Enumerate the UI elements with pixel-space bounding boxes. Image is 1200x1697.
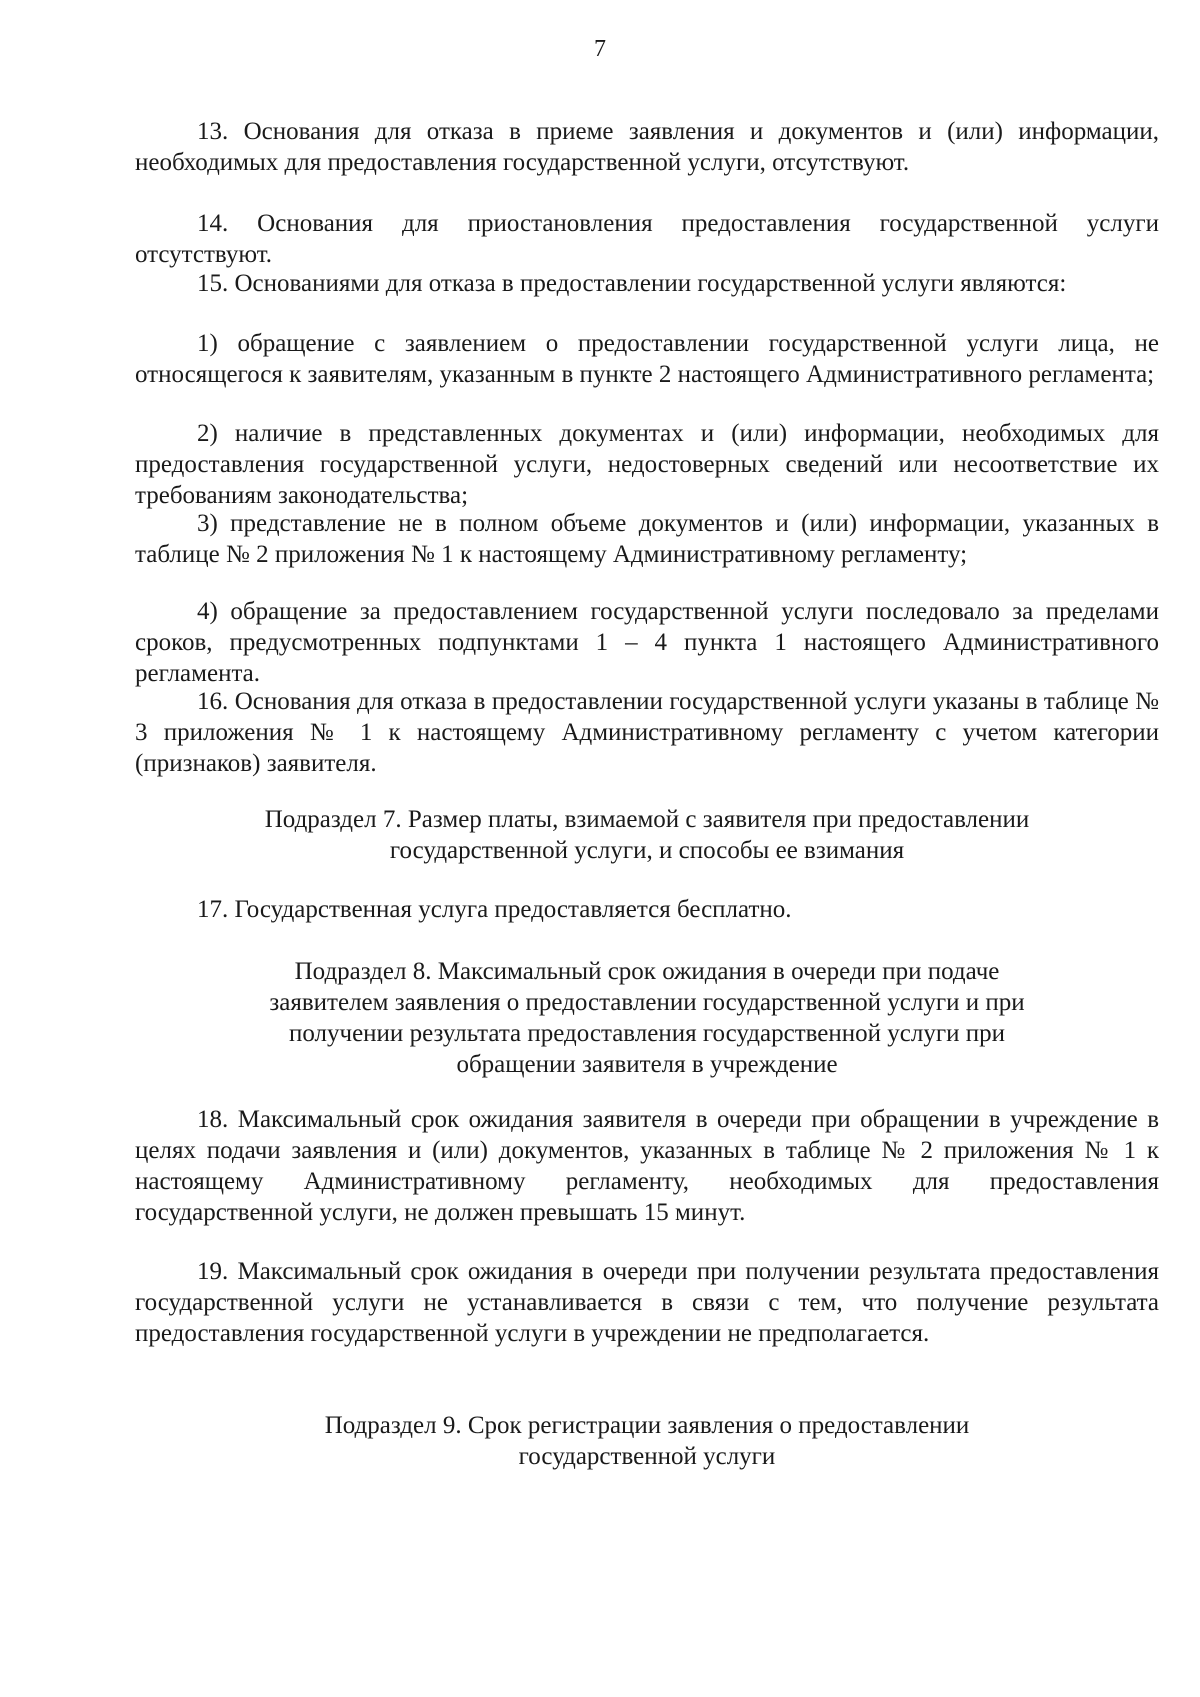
page-number: 7 — [594, 36, 606, 62]
paragraph-14: 14. Основания для приостановления предоставления государственной услуги отсутствуют. — [135, 210, 1159, 268]
paragraph-18: 18. Максимальный срок ожидания заявителя в очереди при обращении в учреждение в целях подачи заявления и (или) документов, указанных в таблице № 2 приложения № 1 к настоящему Административному регламенту, необходимых для предоставления государственной услуги, не должен превышать 15 минут. — [135, 1106, 1159, 1226]
subsection-7-heading-line: государственной услуги, и способы ее взимания — [389, 837, 905, 864]
subsection-8-heading-line: обращении заявителя в учреждение — [456, 1051, 838, 1078]
subsection-8-heading-line: получении результата предоставления государственной услуги при — [288, 1020, 1005, 1047]
subsection-9-heading — [135, 1410, 1159, 1472]
paragraph-16: 16. Основания для отказа в предоставлении государственной услуги указаны в таблице № 3 приложения № 1 к настоящему Административному регламенту с учетом категории (признаков) заявителя. — [135, 688, 1159, 777]
paragraph-17: 17. Государственная услуга предоставляется бесплатно. — [197, 896, 792, 923]
paragraph-15-item-3: 3) представление не в полном объеме документов и (или) информации, указанных в таблице № 2 приложения № 1 к настоящему Административному регламенту; — [135, 510, 1159, 568]
paragraph-15-item-4: 4) обращение за предоставлением государственной услуги последовало за пределами сроков, предусмотренных подпунктами 1 – 4 пункта 1 настоящего Административного регламента. — [135, 598, 1159, 687]
subsection-8-heading — [135, 956, 1159, 1080]
paragraph-15: 15. Основаниями для отказа в предоставлении государственной услуги являются: — [197, 270, 1067, 297]
paragraph-15-item-1: 1) обращение с заявлением о предоставлении государственной услуги лица, не относящегося к заявителям, указанным в пункте 2 настоящего Административного регламента; — [135, 330, 1159, 388]
paragraph-19: 19. Максимальный срок ожидания в очереди при получении результата предоставления государственной услуги не устанавливается в связи с тем, что получение результата предоставления государственной услуги в учреждении не предполагается. — [135, 1258, 1159, 1347]
paragraph-15-item-2: 2) наличие в представленных документах и (или) информации, необходимых для предоставления государственной услуги, недостоверных сведений или несоответствие их требованиям законодательства; — [135, 420, 1159, 509]
subsection-9-heading-line: государственной услуги — [518, 1443, 776, 1470]
subsection-9-heading-line: Подраздел 9. Срок регистрации заявления о предоставлении — [324, 1412, 970, 1439]
subsection-7-heading-line: Подраздел 7. Размер платы, взимаемой с заявителя при предоставлении — [264, 806, 1030, 833]
paragraph-13: 13. Основания для отказа в приеме заявления и документов и (или) информации, необходимых для предоставления государственной услуги, отсутствуют. — [135, 118, 1159, 176]
subsection-7-heading — [135, 804, 1159, 866]
subsection-8-heading-line: Подраздел 8. Максимальный срок ожидания в очереди при подаче — [294, 958, 1000, 985]
subsection-8-heading-line: заявителем заявления о предоставлении государственной услуги и при — [269, 989, 1025, 1016]
